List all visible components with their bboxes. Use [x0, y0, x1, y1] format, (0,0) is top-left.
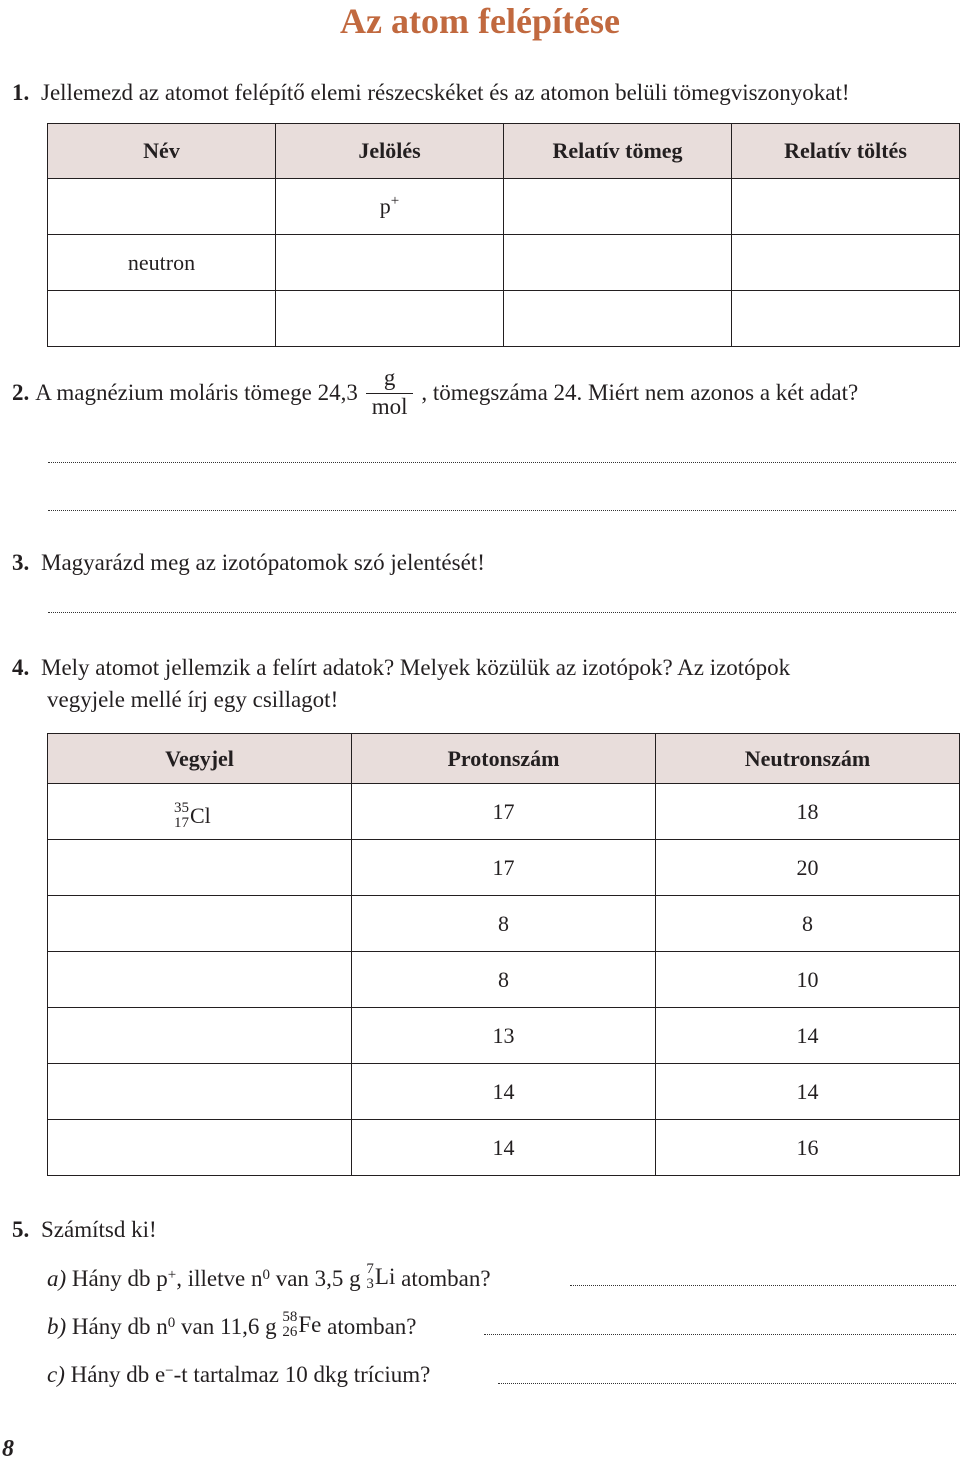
table-row	[48, 1008, 960, 1064]
cell-symbol[interactable]: 35 17 Cl	[48, 784, 352, 840]
cell-neutrons: 10	[656, 952, 960, 1008]
answer-line[interactable]	[48, 612, 956, 613]
cell-protons: 8	[352, 952, 656, 1008]
header-symbol: Vegyjel	[48, 734, 352, 784]
cell-symbol[interactable]	[48, 1008, 352, 1064]
subquestion-b: b) Hány db n $^0$ van 11,6 g 58 26 Fe atomban?	[47, 1309, 417, 1340]
cell-neutrons: 20	[656, 840, 960, 896]
cell-blank[interactable]	[732, 291, 960, 347]
molar-mass-unit: $\frac{g}{\text{mol}}$	[366, 365, 414, 420]
cell-protons: 14	[352, 1120, 656, 1176]
cell-blank[interactable]	[504, 179, 732, 235]
table-row	[48, 896, 960, 952]
cell-blank[interactable]	[504, 291, 732, 347]
table-row	[48, 1120, 960, 1176]
question-number: 1.	[12, 80, 30, 105]
table-row	[48, 235, 960, 291]
question-number: 3.	[12, 550, 30, 575]
question-3	[12, 550, 485, 576]
header-protons: Protonszám	[352, 734, 656, 784]
cell-protons: 8	[352, 896, 656, 952]
cell-neutrons: 16	[656, 1120, 960, 1176]
answer-line[interactable]	[498, 1383, 956, 1384]
table-row	[48, 1064, 960, 1120]
question-text: Mely atomot jellemzik a felírt adatok? Melyek közülük az izotópok? Az izotópok	[41, 655, 791, 680]
header-name: Név	[48, 124, 276, 179]
table-row	[48, 291, 960, 347]
question-text: Jellemezd az atomot felépítő elemi részecskéket és az atomon belüli tömegviszonyokat!	[41, 80, 850, 105]
cell-protons: 14	[352, 1064, 656, 1120]
answer-line[interactable]	[48, 510, 956, 511]
cell-protons: 17	[352, 840, 656, 896]
answer-line[interactable]	[48, 462, 956, 463]
cell-protons: 13	[352, 1008, 656, 1064]
isotope-li: 7 3 Li	[366, 1261, 396, 1292]
cell-protons: 17	[352, 784, 656, 840]
cell-symbol[interactable]	[48, 896, 352, 952]
cell-neutrons: 14	[656, 1008, 960, 1064]
cell-neutrons: 18	[656, 784, 960, 840]
subquestion-label: a)	[47, 1266, 67, 1291]
cell-symbol[interactable]	[48, 952, 352, 1008]
question-number: 4.	[12, 655, 30, 680]
subquestion-a: a) Hány db p + , illetve n $^0$ van 3,5 g 7 3 Li atomban?	[47, 1261, 491, 1292]
answer-line[interactable]	[570, 1285, 956, 1286]
isotope-fe: 58 26 Fe	[282, 1309, 322, 1340]
cell-neutrons: 14	[656, 1064, 960, 1120]
question-2	[12, 365, 858, 420]
cell-blank[interactable]	[504, 235, 732, 291]
question-5	[12, 1217, 157, 1243]
question-text-cont: , tömegszáma 24. Miért nem azonos a két adat?	[421, 379, 859, 405]
question-1	[12, 80, 850, 106]
cell-symbol[interactable]	[48, 840, 352, 896]
page-number: 8	[2, 1436, 14, 1462]
header-neutrons: Neutronszám	[656, 734, 960, 784]
header-symbol: Jelölés	[276, 124, 504, 179]
answer-line[interactable]	[484, 1334, 956, 1335]
cell-blank[interactable]	[276, 291, 504, 347]
cell-blank[interactable]	[276, 235, 504, 291]
question-text: Magyarázd meg az izotópatomok szó jelentését!	[41, 550, 485, 575]
table-row	[48, 784, 960, 840]
subquestion-label: c)	[47, 1362, 65, 1387]
table-row	[48, 840, 960, 896]
subquestion-c: c) Hány db e − -t tartalmaz 10 dkg trícium?	[47, 1362, 431, 1387]
header-rel-charge: Relatív töltés	[732, 124, 960, 179]
table-row	[48, 952, 960, 1008]
header-rel-mass: Relatív tömeg	[504, 124, 732, 179]
cell-neutron-name: neutron	[48, 235, 276, 291]
isotope-table	[47, 733, 960, 1176]
question-text: A magnézium moláris tömege 24,3	[35, 379, 358, 405]
question-text-line2: vegyjele mellé írj egy csillagot!	[47, 687, 339, 712]
table-row	[48, 179, 960, 235]
cell-proton-symbol: p+	[276, 179, 504, 235]
cell-symbol[interactable]	[48, 1120, 352, 1176]
question-number: 5.	[12, 1217, 30, 1242]
cell-blank[interactable]	[732, 235, 960, 291]
cell-symbol[interactable]	[48, 1064, 352, 1120]
question-text: Számítsd ki!	[41, 1217, 157, 1242]
cell-blank[interactable]	[48, 291, 276, 347]
cell-blank[interactable]	[48, 179, 276, 235]
subquestion-label: b)	[47, 1314, 67, 1339]
question-number: 2.	[12, 379, 30, 405]
cell-blank[interactable]	[732, 179, 960, 235]
particle-table	[47, 123, 960, 347]
page-title: Az atom felépítése	[340, 1, 620, 41]
cell-neutrons: 8	[656, 896, 960, 952]
question-4	[12, 655, 956, 681]
